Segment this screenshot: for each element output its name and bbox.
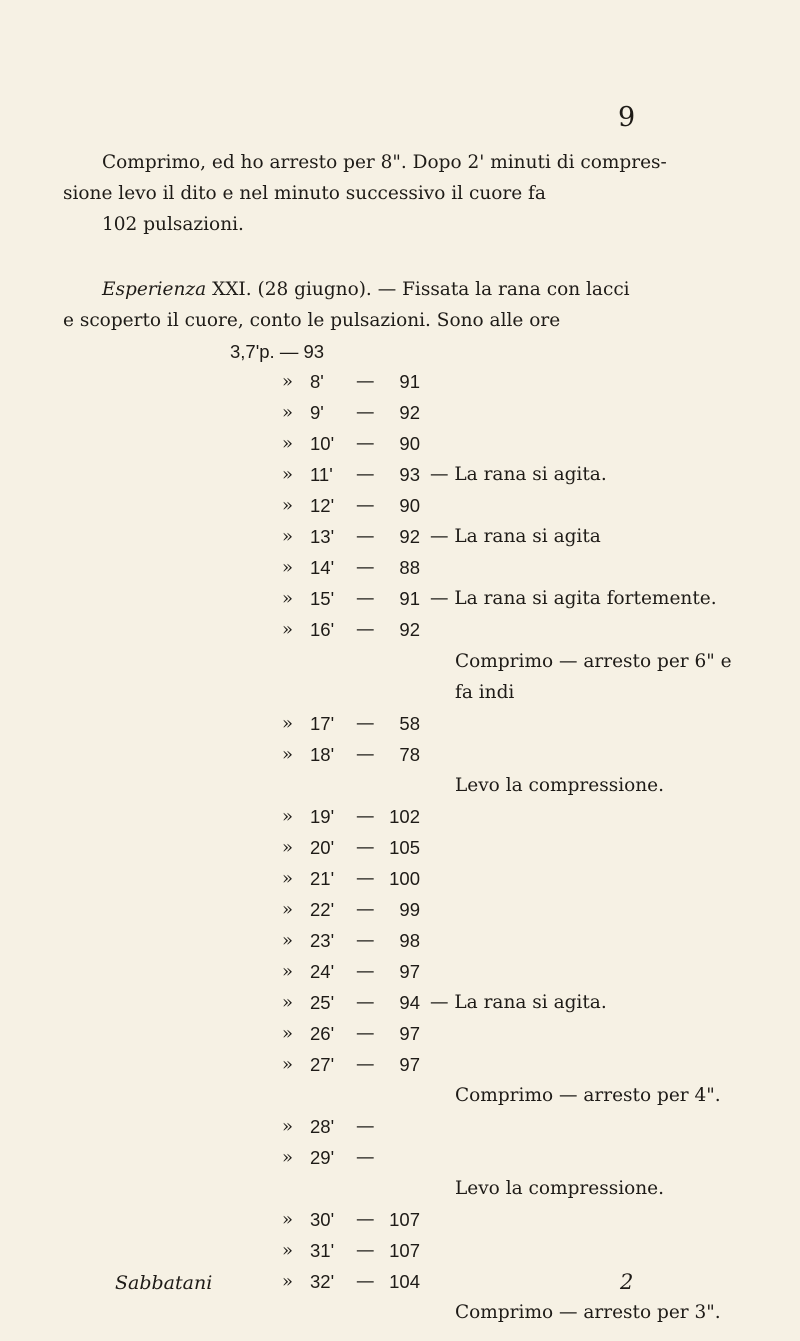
dash: — xyxy=(356,557,375,578)
annotation: Comprimo — arresto per 3". xyxy=(455,1302,721,1323)
pulse-value: 99 xyxy=(399,899,420,920)
pulse-value: 97 xyxy=(399,961,420,982)
ditto-mark: » xyxy=(282,930,294,951)
minute-label: 13' xyxy=(310,526,335,547)
ditto-mark: » xyxy=(282,1023,294,1044)
first-reading-row: 3,7'p. — 93 xyxy=(230,341,325,362)
annotation: — La rana si agita. xyxy=(430,992,607,1013)
dash: — xyxy=(356,495,375,516)
dash: — xyxy=(356,868,375,889)
annotation: Levo la compressione. xyxy=(455,1178,664,1199)
experiment-heading-rest: XXI. (28 giugno). — Fissata la rana con lacci xyxy=(212,279,630,300)
minute-label: 16' xyxy=(310,619,335,640)
paragraph-line: sione levo il dito e nel minuto successivo il cuore fa xyxy=(63,183,546,204)
ditto-mark: » xyxy=(282,1147,294,1168)
dash: — xyxy=(356,806,375,827)
minute-label: 31' xyxy=(310,1240,335,1261)
dash: — xyxy=(356,402,375,423)
minute-label: 27' xyxy=(310,1054,335,1075)
footer-signature: 2 xyxy=(620,1270,634,1294)
dash: — xyxy=(356,1054,375,1075)
ditto-mark: » xyxy=(282,806,294,827)
ditto-mark: » xyxy=(282,744,294,765)
ditto-mark: » xyxy=(282,588,294,609)
ditto-mark: » xyxy=(282,1240,294,1261)
minute-label: 20' xyxy=(310,837,335,858)
ditto-mark: » xyxy=(282,433,294,454)
minute-label: 12' xyxy=(310,495,335,516)
ditto-mark: » xyxy=(282,557,294,578)
minute-label: 29' xyxy=(310,1147,335,1168)
dash: — xyxy=(356,1116,375,1137)
minute-label: 23' xyxy=(310,930,335,951)
pulse-value: 105 xyxy=(389,837,420,858)
ditto-mark: » xyxy=(282,961,294,982)
minute-label: 8' xyxy=(310,371,324,392)
ditto-mark: » xyxy=(282,1054,294,1075)
dash: — xyxy=(356,1209,375,1230)
ditto-mark: » xyxy=(282,464,294,485)
annotation: — La rana si agita xyxy=(430,526,601,547)
pulse-value: 100 xyxy=(389,868,420,889)
ditto-mark: » xyxy=(282,1116,294,1137)
pulse-value: 107 xyxy=(389,1240,420,1261)
experiment-line: e scoperto il cuore, conto le pulsazioni. Sono alle ore xyxy=(63,310,561,331)
pulse-value: 104 xyxy=(389,1271,420,1292)
minute-label: 24' xyxy=(310,961,335,982)
pulse-value: 92 xyxy=(399,402,420,423)
dash: — xyxy=(356,713,375,734)
pulse-value: 92 xyxy=(399,619,420,640)
dash: — xyxy=(356,1147,375,1168)
pulse-value: 97 xyxy=(399,1054,420,1075)
ditto-mark: » xyxy=(282,371,294,392)
annotation: — La rana si agita fortemente. xyxy=(430,588,717,609)
pulse-value: 78 xyxy=(399,744,420,765)
minute-label: 10' xyxy=(310,433,335,454)
annotation: Comprimo — arresto per 4". xyxy=(455,1085,721,1106)
minute-label: 32' xyxy=(310,1271,335,1292)
pulse-value: 90 xyxy=(399,495,420,516)
minute-label: 18' xyxy=(310,744,335,765)
dash: — xyxy=(356,371,375,392)
experiment-title: Esperienza xyxy=(102,279,207,300)
pulse-value: 98 xyxy=(399,930,420,951)
minute-label: 9' xyxy=(310,402,324,423)
ditto-mark: » xyxy=(282,619,294,640)
minute-label: 21' xyxy=(310,868,335,889)
ditto-mark: » xyxy=(282,526,294,547)
ditto-mark: » xyxy=(282,713,294,734)
ditto-mark: » xyxy=(282,495,294,516)
ditto-mark: » xyxy=(282,899,294,920)
experiment-heading-line xyxy=(102,279,630,300)
minute-label: 26' xyxy=(310,1023,335,1044)
footer-author: Sabbatani xyxy=(115,1272,213,1294)
pulse-value: 91 xyxy=(399,588,420,609)
annotation: Comprimo — arresto per 6" e xyxy=(455,651,732,672)
ditto-mark: » xyxy=(282,1209,294,1230)
pulse-value: 58 xyxy=(399,713,420,734)
page-number: 9 xyxy=(618,102,636,133)
minute-label: 30' xyxy=(310,1209,335,1230)
pulse-value: 90 xyxy=(399,433,420,454)
pulse-value: 94 xyxy=(399,992,420,1013)
minute-label: 19' xyxy=(310,806,335,827)
annotation: Levo la compressione. xyxy=(455,775,664,796)
pulse-value: 88 xyxy=(399,557,420,578)
pulse-value: 93 xyxy=(399,464,420,485)
ditto-mark: » xyxy=(282,1271,294,1292)
minute-label: 22' xyxy=(310,899,335,920)
dash: — xyxy=(356,961,375,982)
dash: — xyxy=(356,1240,375,1261)
minute-label: 11' xyxy=(310,464,333,485)
dash: — xyxy=(356,837,375,858)
minute-label: 25' xyxy=(310,992,335,1013)
dash: — xyxy=(356,744,375,765)
minute-label: 15' xyxy=(310,588,335,609)
dash: — xyxy=(356,588,375,609)
pulse-value: 91 xyxy=(399,371,420,392)
ditto-mark: » xyxy=(282,402,294,423)
minute-label: 28' xyxy=(310,1116,335,1137)
ditto-mark: » xyxy=(282,837,294,858)
dash: — xyxy=(356,433,375,454)
annotation: — La rana si agita. xyxy=(430,464,607,485)
dash: — xyxy=(356,1023,375,1044)
minute-label: 14' xyxy=(310,557,335,578)
dash: — xyxy=(356,992,375,1013)
dash: — xyxy=(356,526,375,547)
dash: — xyxy=(356,930,375,951)
minute-label: 17' xyxy=(310,713,335,734)
dash: — xyxy=(356,1271,375,1292)
pulse-value: 107 xyxy=(389,1209,420,1230)
dash: — xyxy=(356,464,375,485)
dash: — xyxy=(356,619,375,640)
paragraph-line: 102 pulsazioni. xyxy=(102,214,244,235)
pulse-value: 102 xyxy=(389,806,420,827)
ditto-mark: » xyxy=(282,992,294,1013)
ditto-mark: » xyxy=(282,868,294,889)
annotation: fa indi xyxy=(455,682,515,703)
pulse-value: 97 xyxy=(399,1023,420,1044)
paragraph-line: Comprimo, ed ho arresto per 8". Dopo 2' minuti di compres- xyxy=(102,152,667,173)
dash: — xyxy=(356,899,375,920)
pulse-value: 92 xyxy=(399,526,420,547)
